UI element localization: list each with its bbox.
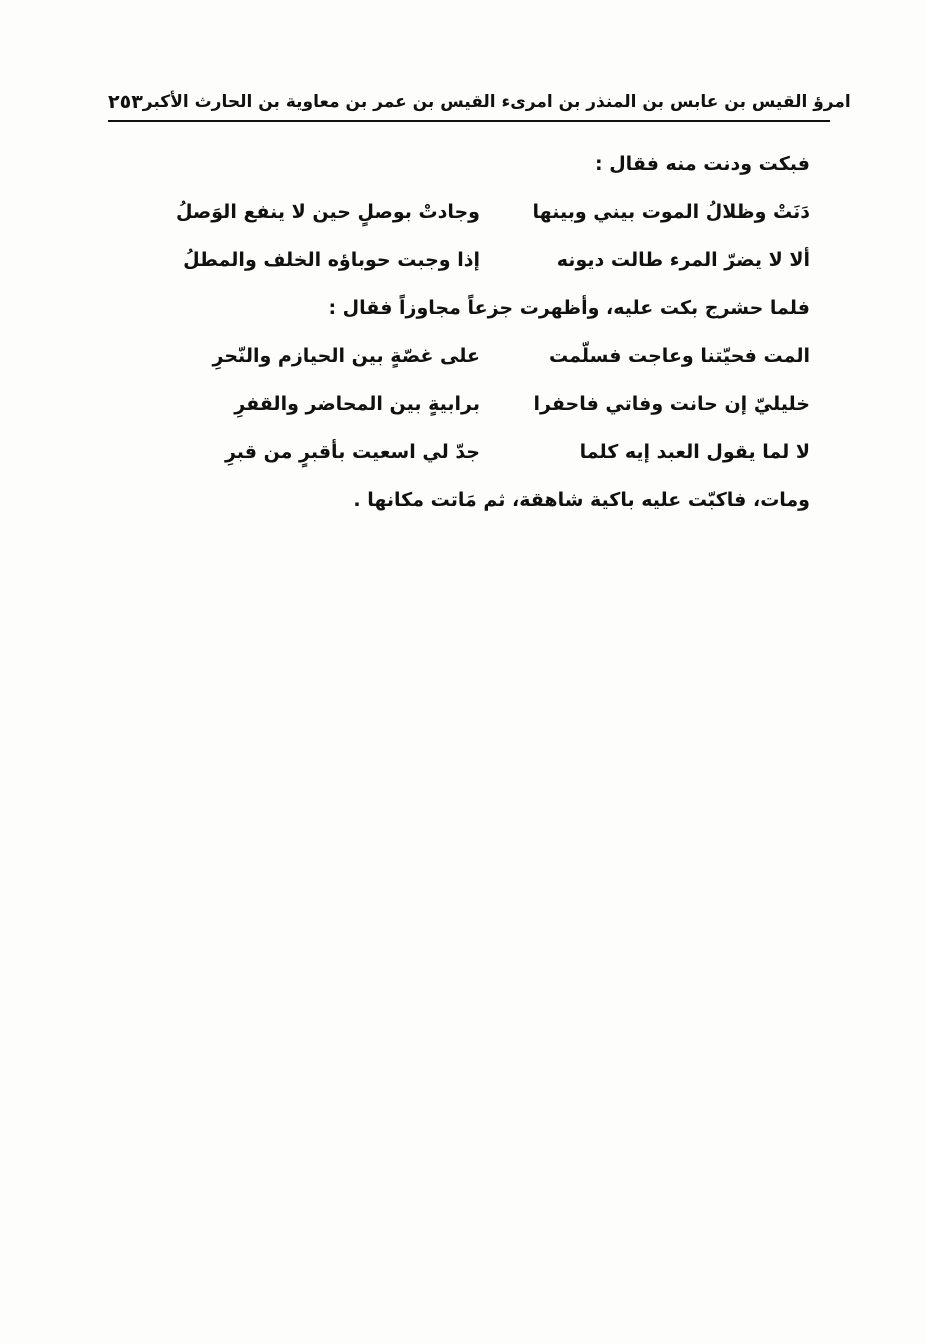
second-hemistich: على غصّةٍ بين الحيازم والنّحرِ: [212, 345, 480, 367]
intro-line-1: فبكت ودنت منه فقال :: [594, 153, 810, 175]
header-rule: [108, 120, 830, 122]
verse-line: [150, 236, 810, 284]
page-header: [108, 84, 851, 120]
first-hemistich: دَنَتْ وظلالُ الموت بيني وبينها: [532, 201, 810, 223]
second-hemistich: إذا وجبت حوباؤه الخلف والمطلُ: [183, 249, 480, 271]
verse-line: [150, 332, 810, 380]
verse-line: [150, 188, 810, 236]
first-hemistich: المت فحيّتنا وعاجت فسلّمت: [549, 345, 810, 367]
first-hemistich: خليليّ إن حانت وفاتي فاحفرا: [533, 393, 810, 415]
verse-line: [150, 428, 810, 476]
first-hemistich: لا لما يقول العبد إيه كلما: [579, 441, 810, 463]
page-number: ٢٥٣: [108, 91, 143, 113]
second-hemistich: وجادتْ بوصلٍ حين لا ينفع الوَصلُ: [175, 201, 480, 223]
second-hemistich: برابيةٍ بين المحاضر والقفرِ: [234, 393, 480, 415]
second-hemistich: جدّ لي اسعيت بأقبرٍ من قبرِ: [224, 441, 480, 463]
page-body: [150, 140, 810, 524]
running-title: امرؤ القيس بن عابس بن المنذر بن امرىء القيس بن عمر بن معاوية بن الحارث الأكبر: [142, 92, 851, 112]
closing-line: ومات، فاكبّت عليه باكية شاهقة، ثم مَاتت مكانها .: [353, 489, 810, 511]
verse-line: [150, 380, 810, 428]
poem-stanza-2: [150, 332, 810, 476]
first-hemistich: ألا لا يضرّ المرء طالت ديونه: [556, 249, 810, 271]
poem-stanza-1: [150, 188, 810, 284]
intro-line-2: فلما حشرج بكت عليه، وأظهرت جزعاً مجاوزاً فقال :: [328, 297, 810, 319]
